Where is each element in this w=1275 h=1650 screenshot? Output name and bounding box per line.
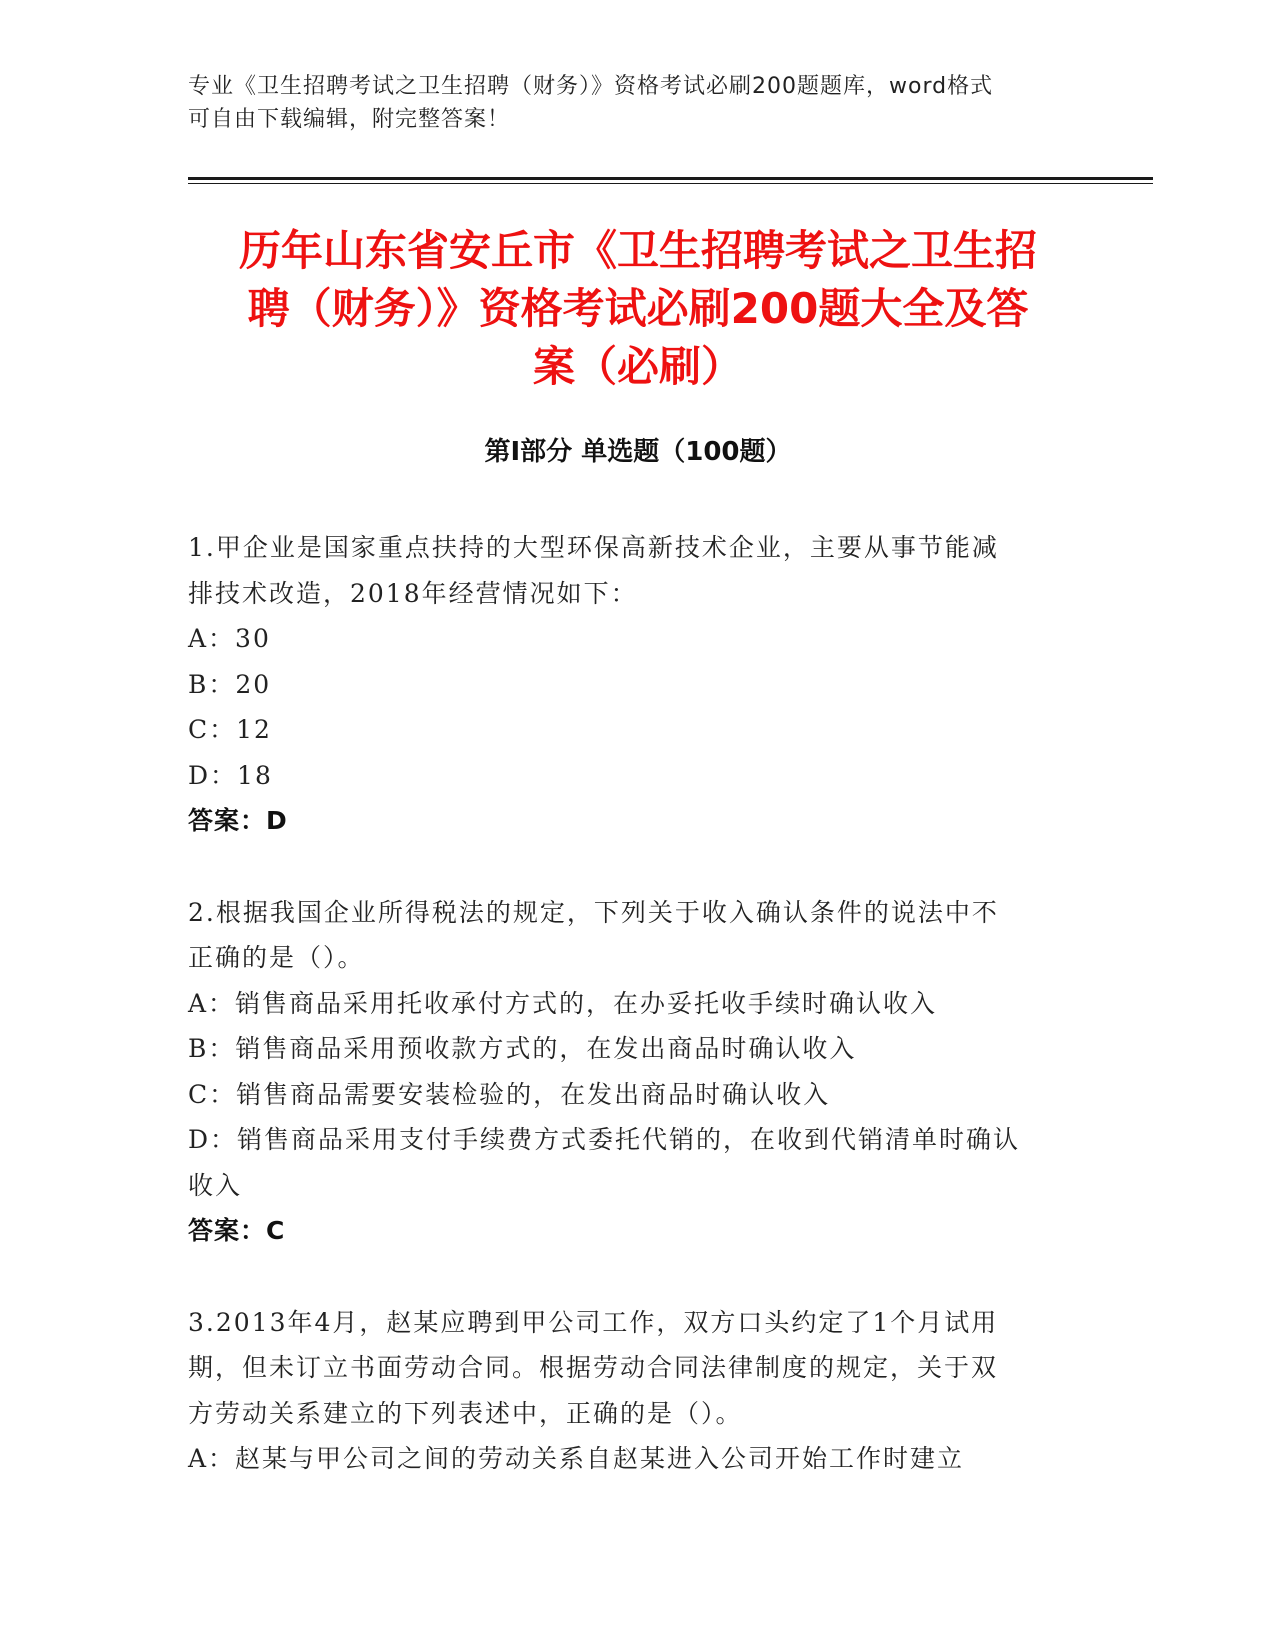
option-b: B：销售商品采用预收款方式的，在发出商品时确认收入 [188, 1034, 857, 1063]
header-divider-thin [188, 183, 1153, 184]
option-a: A：赵某与甲公司之间的劳动关系自赵某进入公司开始工作时建立 [188, 1444, 965, 1473]
title-line-1: 历年山东省安丘市《卫生招聘考试之卫生招 [238, 226, 1037, 275]
option-a: A：30 [188, 624, 271, 653]
title-line-2: 聘（财务）》资格考试必刷200题大全及答 [247, 284, 1029, 333]
option-b: B：20 [188, 669, 272, 699]
option-a: A：销售商品采用托收承付方式的，在办妥托收手续时确认收入 [188, 988, 938, 1018]
question-3 [188, 1300, 1068, 1482]
page-header [188, 70, 1068, 136]
question-stem-line: 3.2013年4月，赵某应聘到甲公司工作，双方口头约定了1个月试用 [188, 1307, 999, 1337]
header-divider-thick [188, 177, 1153, 180]
question-stem-line: 正确的是（）。 [188, 943, 365, 972]
option-d-continued: 收入 [188, 1170, 243, 1200]
question-list [188, 525, 1068, 1528]
answer-label: 答案：C [188, 1216, 286, 1245]
question-stem-line: 1.甲企业是国家重点扶持的大型环保高新技术企业，主要从事节能减 [188, 533, 999, 562]
option-c: C：12 [188, 715, 272, 744]
section-title: 第Ⅰ部分 单选题（100题） [484, 437, 792, 467]
answer-label: 答案：D [188, 806, 288, 835]
option-c: C：销售商品需要安装检验的，在发出商品时确认收入 [188, 1079, 831, 1109]
question-1 [188, 525, 1068, 844]
question-2 [188, 890, 1068, 1254]
header-line-2: 可自由下载编辑，附完整答案！ [188, 107, 511, 132]
option-d: D：销售商品采用支付手续费方式委托代销的，在收到代销清单时确认 [188, 1125, 1021, 1154]
question-stem-line: 2.根据我国企业所得税法的规定，下列关于收入确认条件的说法中不 [188, 897, 999, 927]
question-stem-line: 排技术改造，2018年经营情况如下： [188, 578, 638, 608]
header-line-1: 专业《卫生招聘考试之卫生招聘（财务）》资格考试必刷200题题库，word格式 [188, 74, 994, 99]
question-stem-line: 方劳动关系建立的下列表述中，正确的是（）。 [188, 1398, 743, 1428]
document-title [188, 222, 1088, 396]
question-stem-line: 期，但未订立书面劳动合同。根据劳动合同法律制度的规定，关于双 [188, 1353, 999, 1382]
title-line-3: 案（必刷） [532, 342, 743, 391]
option-d: D：18 [188, 760, 273, 790]
